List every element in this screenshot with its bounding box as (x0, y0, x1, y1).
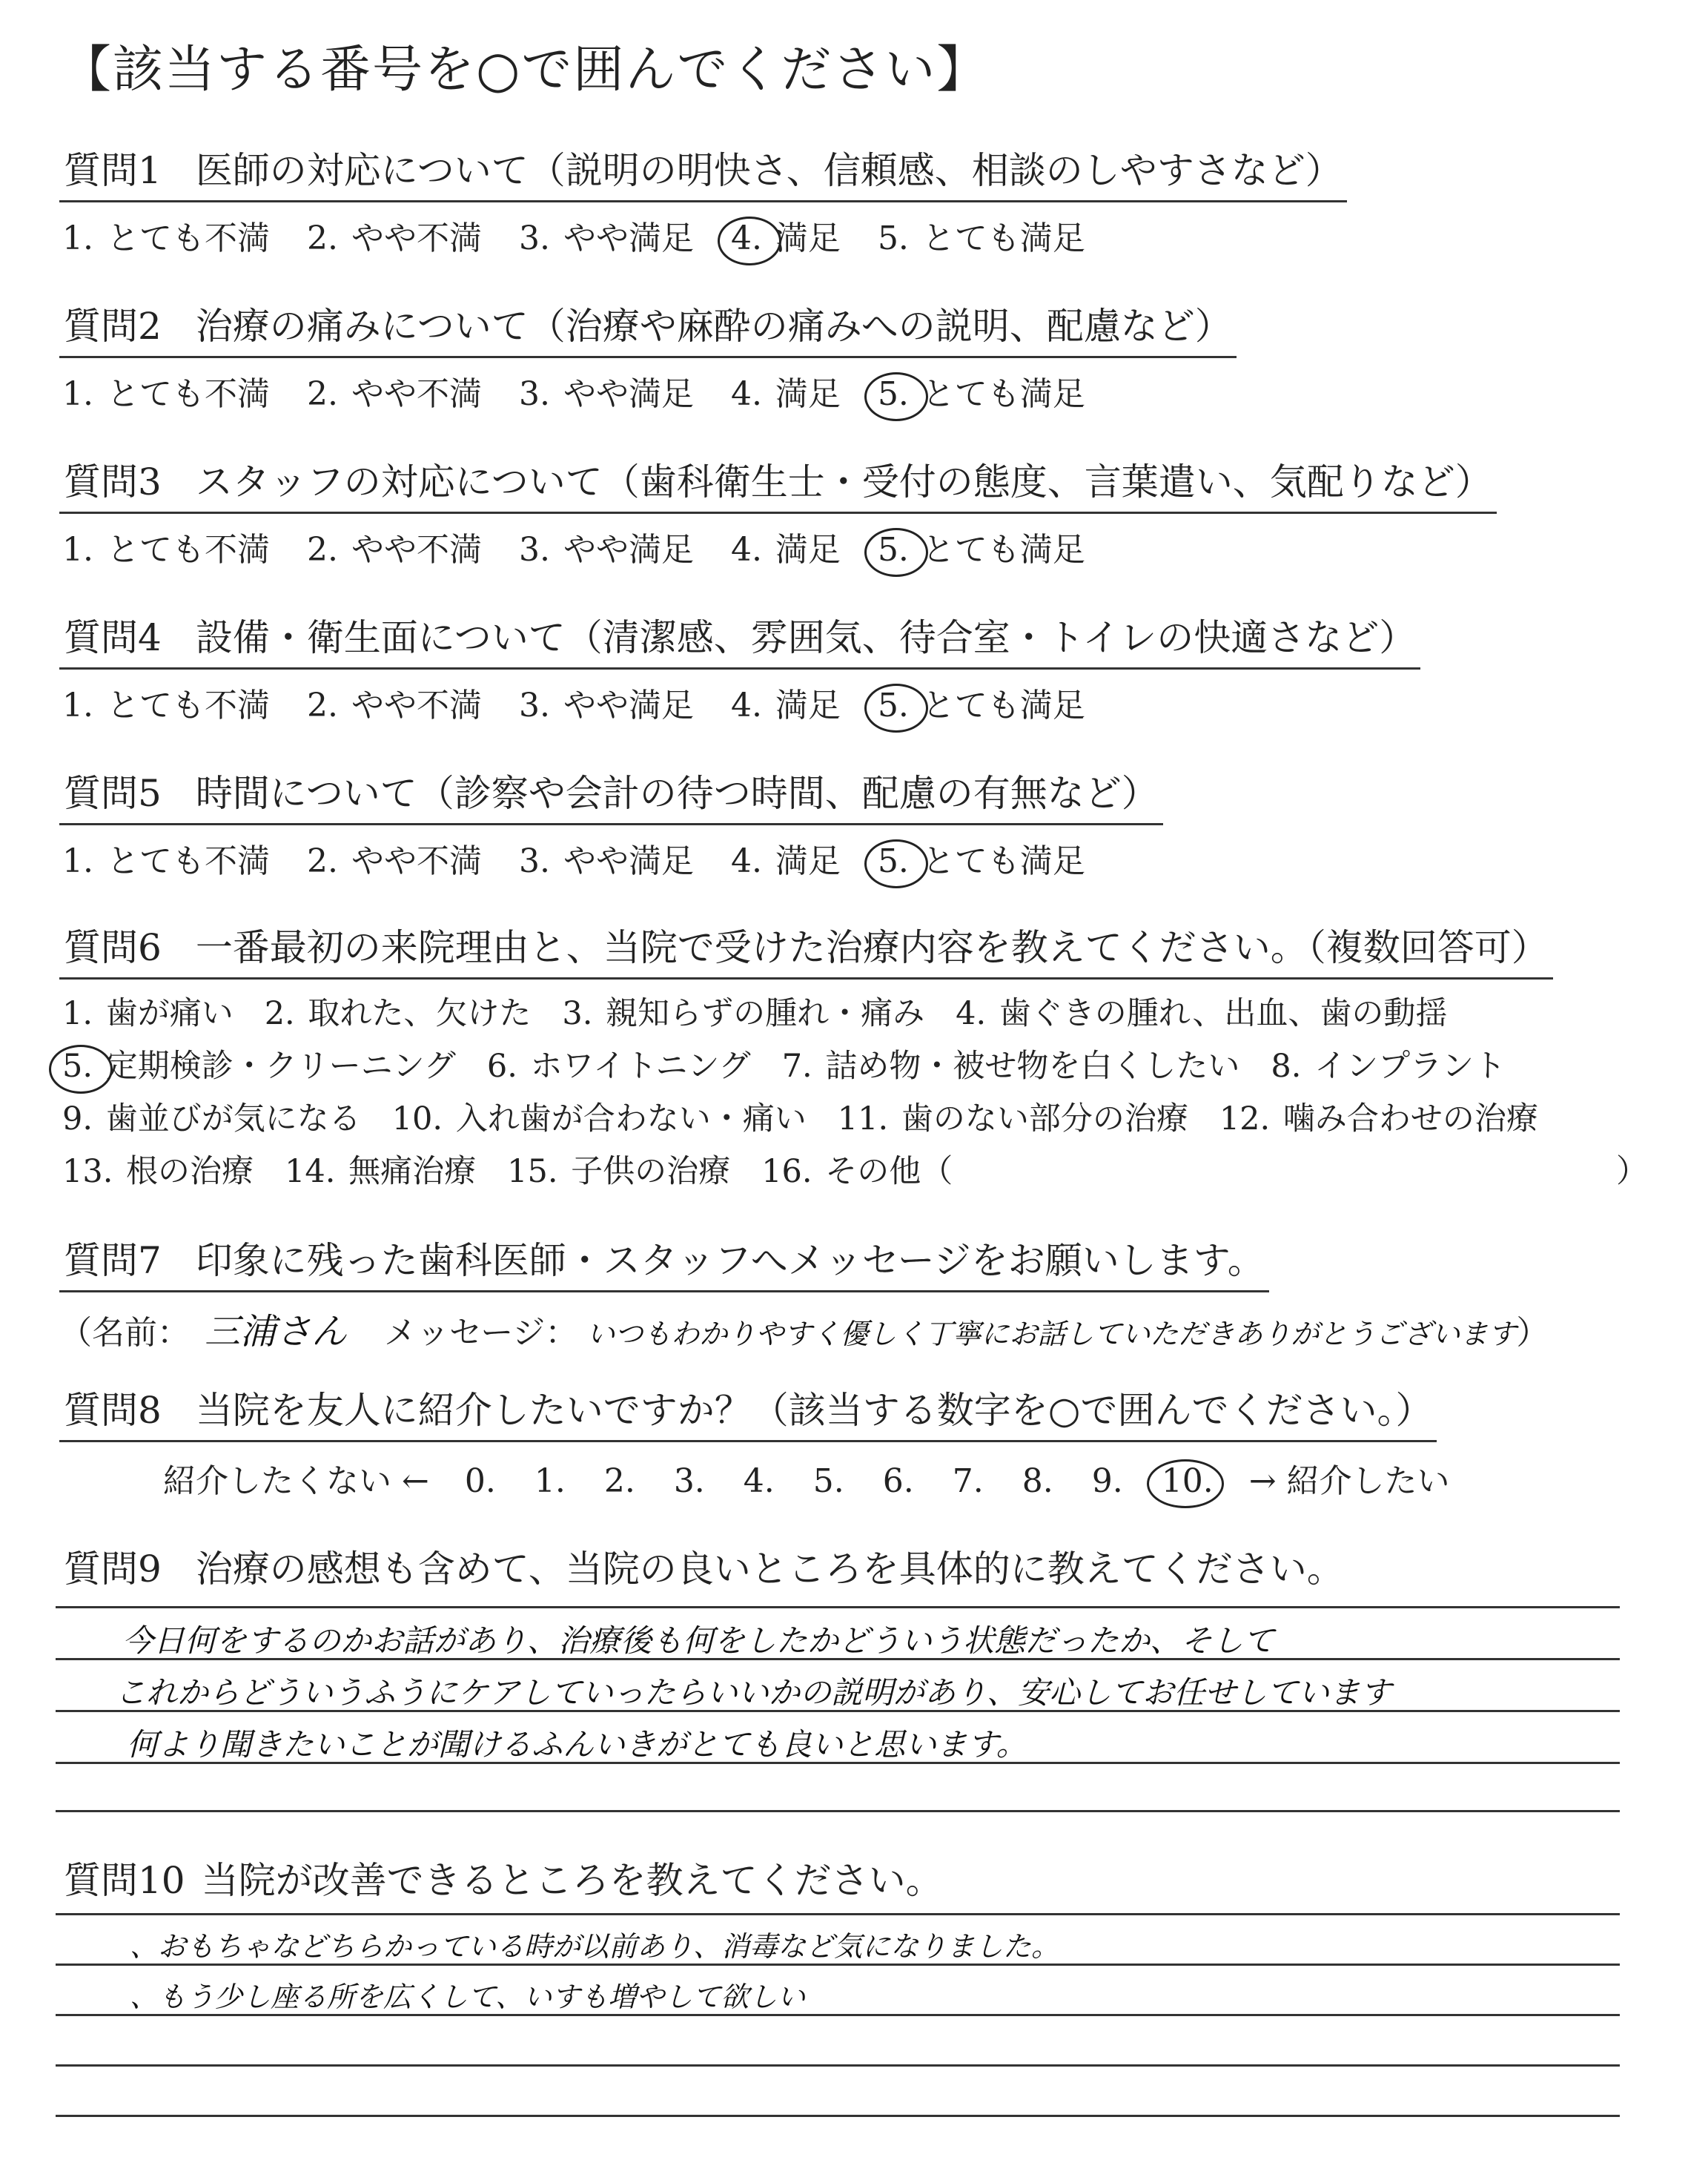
option-selected (875, 523, 1085, 570)
option-number: 2. (306, 842, 338, 880)
option-number: 5. (875, 687, 912, 724)
option-number: 7. (952, 1462, 984, 1500)
option-number: 5. (875, 375, 912, 413)
option-label: やや不満 (340, 687, 482, 724)
option-number: 6. (882, 1462, 914, 1500)
option-selected (875, 678, 1085, 726)
question-text: 質問7 印象に残った歯科医師・スタッフへメッセージをお願いします。 (59, 1231, 1269, 1292)
question-text: 質問2 治療の痛みについて（治療や麻酔の痛みへの説明、配慮など） (59, 297, 1237, 358)
option-number: 4. (728, 219, 765, 257)
option-label: 満足 (764, 531, 841, 569)
option (462, 1462, 499, 1500)
option-label: やや不満 (340, 219, 482, 257)
option (389, 1094, 807, 1139)
question-7 (59, 1231, 1653, 1354)
option (880, 1462, 917, 1500)
option (516, 678, 694, 726)
option (1217, 1094, 1538, 1139)
option-number: 4. (730, 687, 762, 724)
option (59, 367, 270, 415)
question-text: 質問6 一番最初の来院理由と、当院で受けた治療内容を教えてください。（複数回答可） (59, 918, 1553, 980)
option (304, 367, 482, 415)
answer-options (59, 988, 1653, 1199)
option-number: 3. (518, 531, 550, 569)
option (59, 834, 270, 882)
question-9 (59, 1539, 1653, 1593)
option-number: 4. (730, 531, 762, 569)
option-label: 歯ぐきの腫れ、出血、歯の動揺 (989, 995, 1448, 1032)
option (1268, 1041, 1506, 1086)
option-label: 詰め物・被せ物を白くしたい (815, 1048, 1240, 1085)
option-number: 12. (1219, 1100, 1271, 1137)
option (953, 988, 1447, 1034)
q10-handwritten-line: 、おもちゃなどちらかっている時が以前あり、消毒など気になりました。 (130, 1930, 1060, 1963)
option (304, 211, 482, 259)
option (835, 1094, 1188, 1139)
option (282, 1146, 476, 1192)
question-text: 質問3 スタッフの対応について（歯科衛生士・受付の態度、言葉遣い、気配りなど） (59, 452, 1497, 514)
option-number: 1. (534, 1462, 566, 1500)
answer-options (59, 678, 1653, 726)
question-3 (59, 452, 1653, 570)
message-label: メッセージ： (384, 1314, 578, 1352)
option-label: 取れた、欠けた (297, 995, 532, 1032)
option-selected (728, 211, 841, 259)
question-6 (59, 918, 1653, 1199)
option-number: 5. (875, 842, 912, 880)
rule-line (56, 1606, 1620, 1608)
scale-right-label: → 紹介したい (1248, 1462, 1450, 1500)
option-selected (875, 367, 1085, 415)
q10-answer-area (56, 1913, 1620, 2121)
option-number: 6. (486, 1048, 517, 1085)
option (59, 211, 270, 259)
option-label: 満足 (764, 219, 841, 257)
rule-line (56, 2064, 1620, 2067)
option (779, 1041, 1240, 1086)
option-label: 定期検診・クリーニング (96, 1048, 456, 1085)
option (504, 1146, 730, 1192)
scale-left-label: 紹介したくない ← (163, 1462, 429, 1500)
option (59, 678, 270, 726)
q9-answer-area (56, 1606, 1620, 1814)
option (516, 834, 694, 882)
option (59, 1094, 361, 1139)
question-text: 質問10 当院が改善できるところを教えてください。 (64, 1859, 943, 1902)
option-number: 13. (62, 1153, 113, 1190)
option-label: やや満足 (552, 219, 694, 257)
option-number: 5. (877, 219, 909, 257)
question-4 (59, 608, 1653, 726)
option-label: その他（ (815, 1153, 953, 1190)
option-label: 歯が痛い (96, 995, 234, 1032)
question-8 (59, 1381, 1653, 1502)
option-number: 1. (62, 219, 93, 257)
q9-handwritten-line: これからどういうふうにケアしていったらいいかの説明があり、安心してお任せしています (115, 1674, 1392, 1711)
option-number: 16. (761, 1153, 812, 1190)
option-number: 3. (673, 1462, 705, 1500)
option-label: 親知らずの腫れ・痛み (595, 995, 925, 1032)
option (516, 367, 694, 415)
option (262, 988, 532, 1034)
option-number: 5. (59, 1048, 96, 1085)
option-label: とても不満 (96, 687, 270, 724)
option-label: 満足 (764, 842, 841, 880)
option (559, 988, 924, 1034)
option-label: やや満足 (552, 531, 694, 569)
option-row (59, 988, 1653, 1041)
option-number: 3. (518, 687, 550, 724)
option-number: 14. (285, 1153, 336, 1190)
option-number: 9. (62, 1100, 93, 1137)
option-label: 歯のない部分の治療 (891, 1100, 1188, 1137)
option-number: 1. (62, 687, 93, 724)
option (484, 1041, 751, 1086)
option-label: ホワイトニング (520, 1048, 751, 1085)
option-number: 8. (1271, 1048, 1302, 1085)
question-10 (59, 1851, 1653, 1904)
option (741, 1462, 778, 1500)
name-handwritten: 三浦さん (205, 1311, 348, 1353)
option (758, 1146, 953, 1192)
instruction-heading: 【該当する番号を○で囲んでください】 (61, 41, 989, 99)
option (516, 523, 694, 570)
option-number: 3. (562, 995, 593, 1032)
option-number: 4. (730, 375, 762, 413)
option-selected (59, 1041, 456, 1086)
option-number: 2. (306, 219, 338, 257)
option-label: とても不満 (96, 842, 270, 880)
question-text: 質問9 治療の感想も含めて、当院の良いところを具体的に教えてください。 (64, 1548, 1344, 1591)
q10-handwritten-line: 、もう少し座る所を広くして、いすも増やして欲しい (130, 1981, 806, 2013)
rule-line (56, 1913, 1620, 1915)
option-label: とても満足 (911, 531, 1085, 569)
option-number: 11. (837, 1100, 889, 1137)
option-label: とても不満 (96, 219, 270, 257)
option-number: 2. (306, 687, 338, 724)
option-number: 2. (264, 995, 295, 1032)
option (304, 523, 482, 570)
option (59, 1146, 254, 1192)
answer-options (59, 367, 1653, 415)
option (875, 211, 1085, 259)
option-number: 3. (518, 219, 550, 257)
option-number: 10. (391, 1100, 443, 1137)
option-label: 歯並びが気になる (96, 1100, 361, 1137)
option-row (59, 1094, 1653, 1146)
option-label: とても不満 (96, 531, 270, 569)
option (304, 834, 482, 882)
answer-options (59, 523, 1653, 570)
option-number: 4. (956, 995, 987, 1032)
option (1019, 1462, 1056, 1500)
option-row (59, 1146, 1653, 1199)
option-label: 満足 (764, 375, 841, 413)
option (304, 678, 482, 726)
option (532, 1462, 569, 1500)
answer-options (59, 834, 1653, 882)
option-selected (875, 834, 1085, 882)
paren-close: ） (1516, 1314, 1549, 1352)
option-number: 10. (1159, 1462, 1217, 1500)
option-number: 3. (518, 375, 550, 413)
question-text: 質問8 当院を友人に紹介したいですか？（該当する数字を○で囲んでください。） (59, 1381, 1437, 1442)
option-number: 1. (62, 531, 93, 569)
option-label: やや不満 (340, 842, 482, 880)
option-row (59, 1041, 1653, 1094)
option-label: とても満足 (911, 842, 1085, 880)
option (671, 1462, 708, 1500)
option-label: とても満足 (911, 219, 1085, 257)
option-number: 2. (603, 1462, 635, 1500)
option-number: 0. (464, 1462, 496, 1500)
option-label: 噛み合わせの治療 (1273, 1100, 1538, 1137)
option-number: 1. (62, 842, 93, 880)
question-2 (59, 297, 1653, 415)
option-number: 8. (1022, 1462, 1053, 1500)
question-text: 質問4 設備・衛生面について（清潔感、雰囲気、待合室・トイレの快適さなど） (59, 608, 1420, 670)
message-line (59, 1303, 1653, 1354)
option-number: 2. (306, 531, 338, 569)
option-label: 満足 (764, 687, 841, 724)
option-label: やや満足 (552, 687, 694, 724)
answer-options (59, 211, 1653, 259)
option-number: 1. (62, 995, 93, 1032)
option-label: 子供の治療 (560, 1153, 731, 1190)
option-label: やや満足 (552, 375, 694, 413)
option-label: やや不満 (340, 531, 482, 569)
option-number: 9. (1091, 1462, 1123, 1500)
option-number: 15. (507, 1153, 558, 1190)
option (728, 523, 841, 570)
rule-line (56, 1810, 1620, 1812)
option-number: 1. (62, 375, 93, 413)
option (59, 988, 234, 1034)
option (728, 367, 841, 415)
option (728, 678, 841, 726)
option-number: 4. (743, 1462, 775, 1500)
option (1089, 1462, 1126, 1500)
option-label: やや満足 (552, 842, 694, 880)
option-number: 7. (781, 1048, 812, 1085)
option-label: 無痛治療 (338, 1153, 477, 1190)
option-number: 4. (730, 842, 762, 880)
option-number: 2. (306, 375, 338, 413)
option-selected (1159, 1462, 1217, 1500)
option (59, 523, 270, 570)
option-label: 根の治療 (116, 1153, 254, 1190)
option-label: インプラント (1304, 1048, 1506, 1085)
name-label: （名前： (59, 1314, 190, 1352)
other-close-paren: ） (1616, 1153, 1648, 1190)
message-handwritten: いつもわかりやすく優しく丁寧にお話していただきありがとうございます (586, 1318, 1517, 1350)
question-text: 質問1 医師の対応について（説明の明快さ、信頼感、相談のしやすさなど） (59, 141, 1347, 202)
option-label: とても満足 (911, 687, 1085, 724)
option (728, 834, 841, 882)
rule-line (56, 2115, 1620, 2117)
q9-handwritten-line: 今日何をするのかお話があり、治療後も何をしたかどういう状態だったか、そして (122, 1622, 1275, 1659)
option (810, 1462, 847, 1500)
question-1 (59, 141, 1653, 259)
option (950, 1462, 987, 1500)
q9-handwritten-line: 何より聞きたいことが聞けるふんいきがとても良いと思います。 (127, 1726, 1027, 1763)
option (516, 211, 694, 259)
option-number: 5. (812, 1462, 844, 1500)
option-number: 5. (875, 531, 912, 569)
option-label: とても満足 (911, 375, 1085, 413)
recommend-scale (163, 1454, 1653, 1502)
option (601, 1462, 638, 1500)
option-number: 3. (518, 842, 550, 880)
question-5 (59, 764, 1653, 882)
option-label: とても不満 (96, 375, 270, 413)
option-label: 入れ歯が合わない・痛い (446, 1100, 807, 1137)
option-label: やや不満 (340, 375, 482, 413)
question-text: 質問5 時間について（診察や会計の待つ時間、配慮の有無など） (59, 764, 1163, 825)
